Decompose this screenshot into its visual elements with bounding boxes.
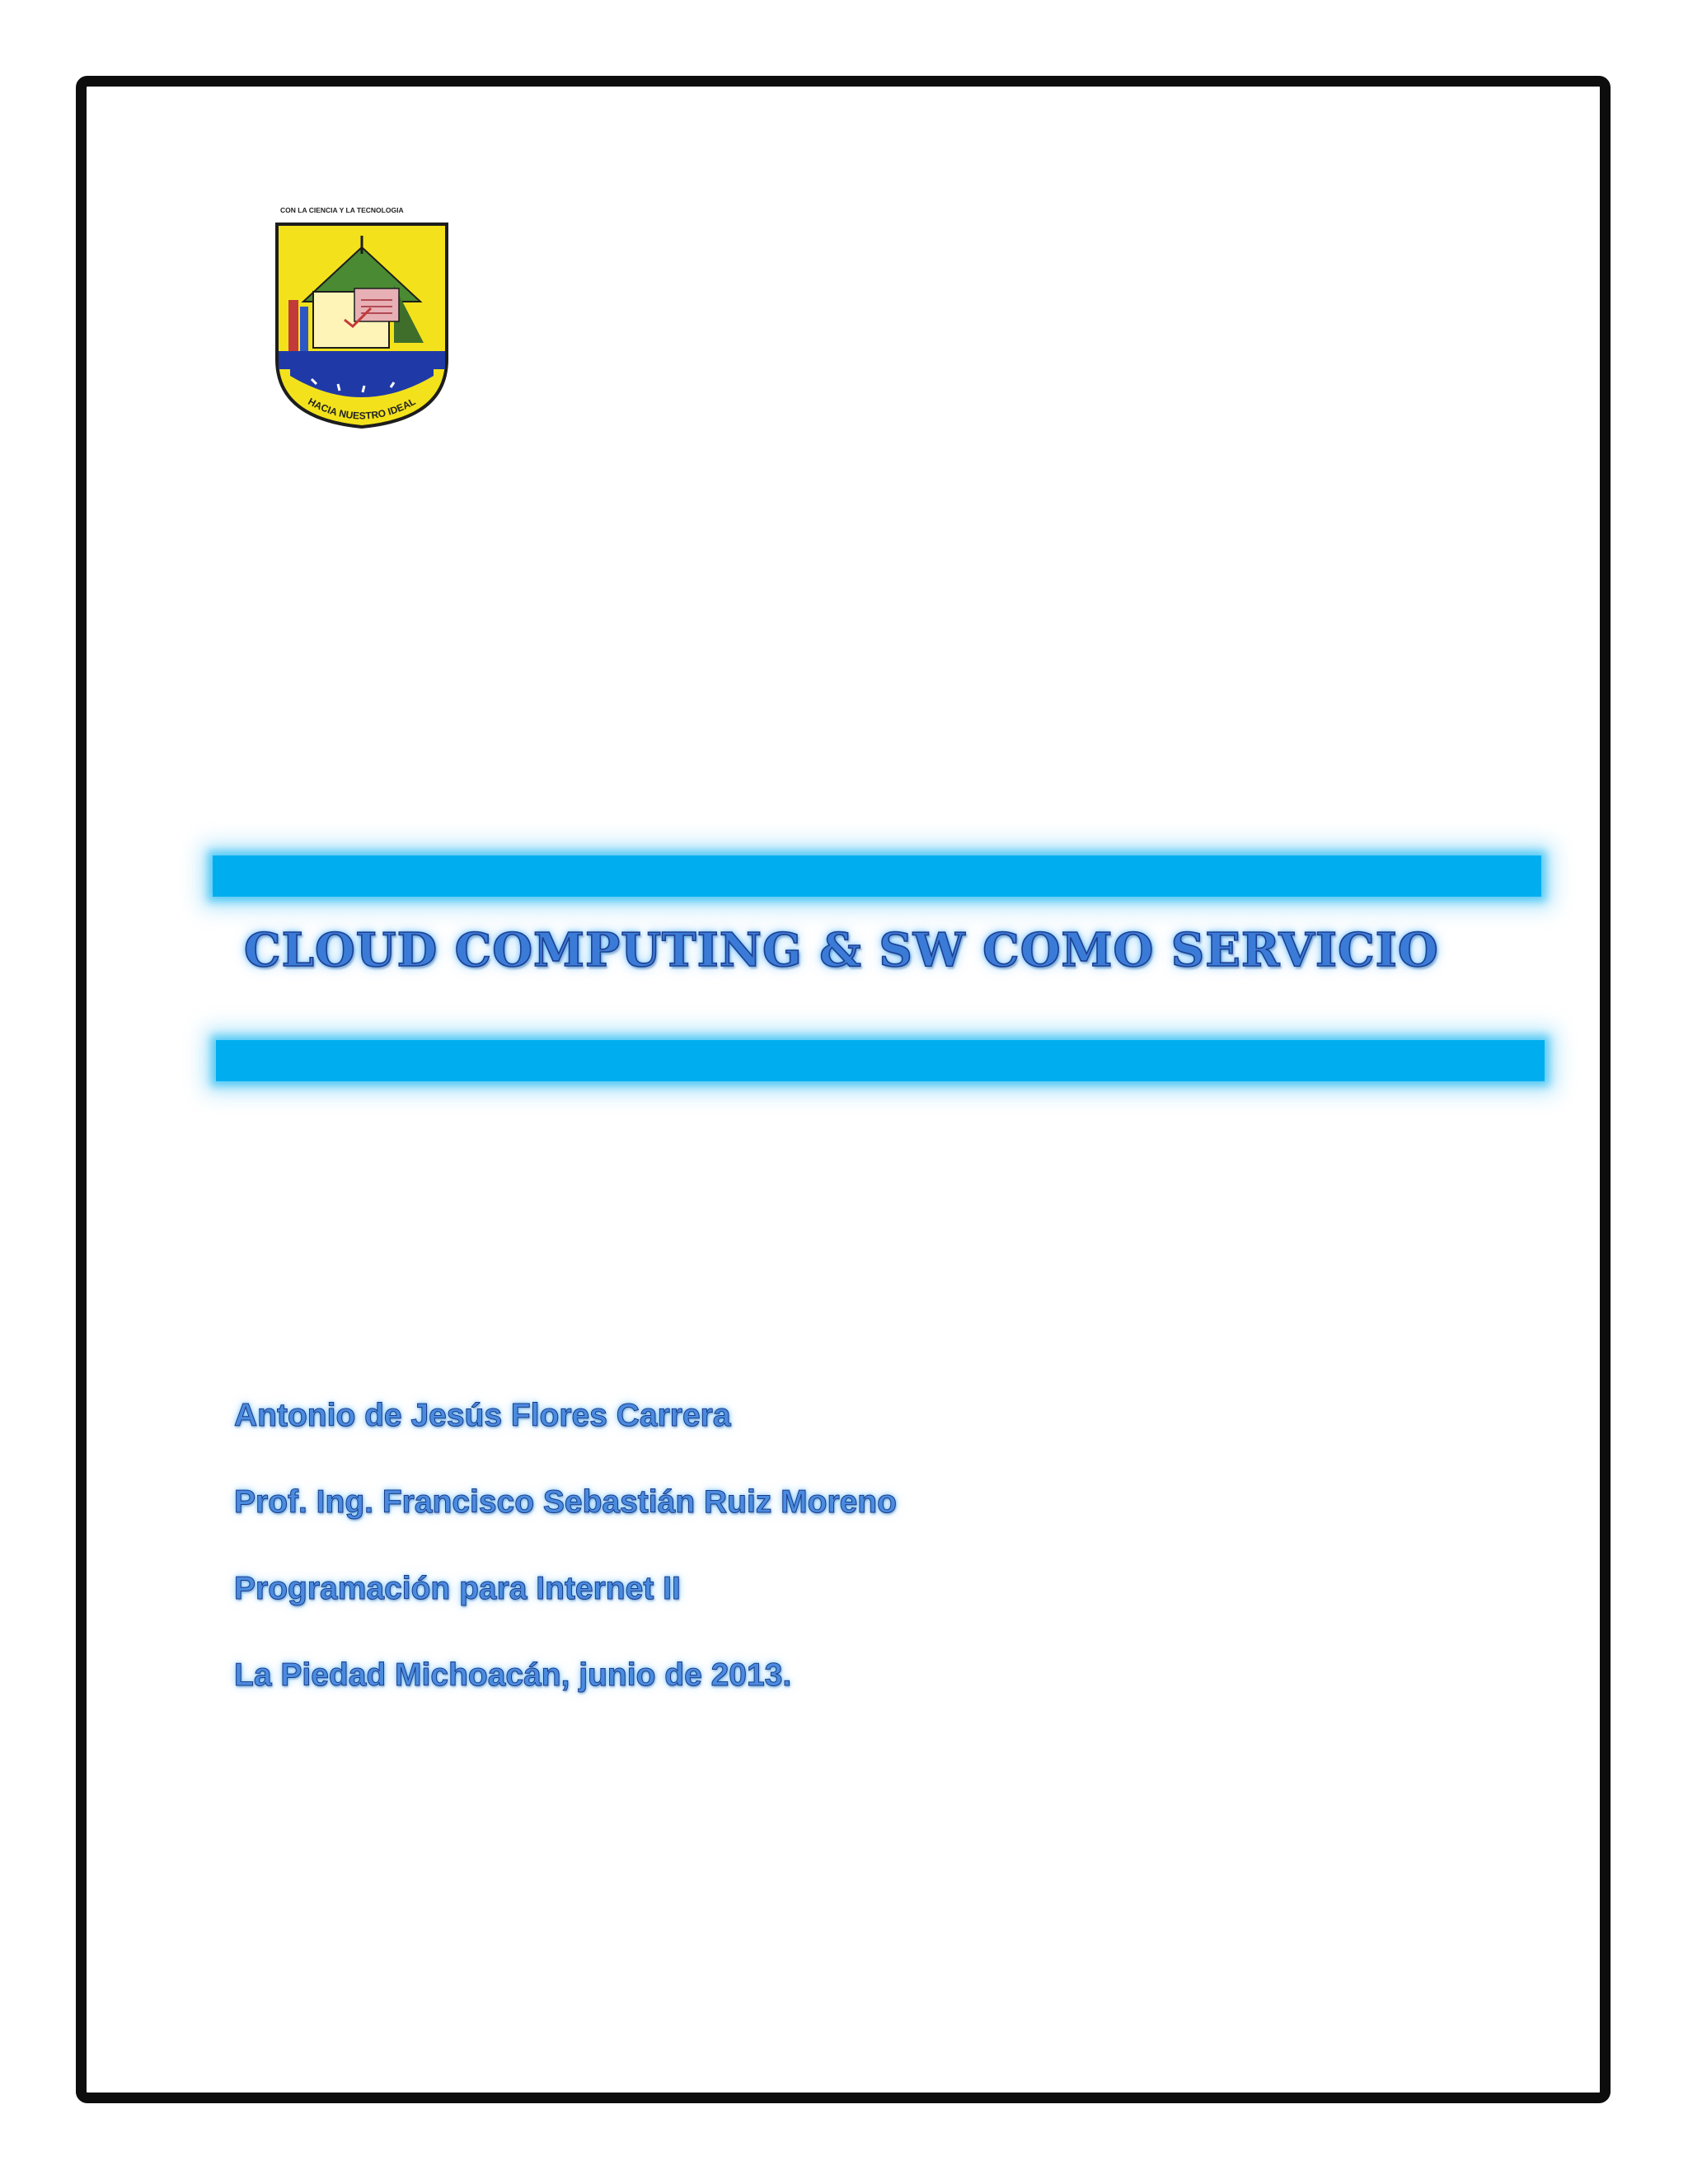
student-name: Antonio de Jesús Flores Carrera <box>234 1398 731 1433</box>
logo-motto-bottom: HACIA NUESTRO IDEAL <box>306 395 418 422</box>
svg-text:CON LA CIENCIA Y LA TECNOLOGIA <box>280 206 404 214</box>
course-name: Programación para Internet II <box>234 1571 681 1606</box>
document-title: CLOUD COMPUTING & SW COMO SERVICIO <box>244 923 1439 977</box>
logo-motto-top: CON LA CIENCIA Y LA TECNOLOGIA <box>280 206 404 214</box>
cover-info <box>234 1399 1388 1746</box>
professor-name: Prof. Ing. Francisco Sebastián Ruiz Moreno <box>234 1484 897 1520</box>
place-date: La Piedad Michoacán, junio de 2013. <box>234 1657 792 1693</box>
title-band-top <box>213 855 1541 897</box>
title-band-bottom <box>216 1040 1545 1081</box>
school-logo <box>270 203 453 442</box>
